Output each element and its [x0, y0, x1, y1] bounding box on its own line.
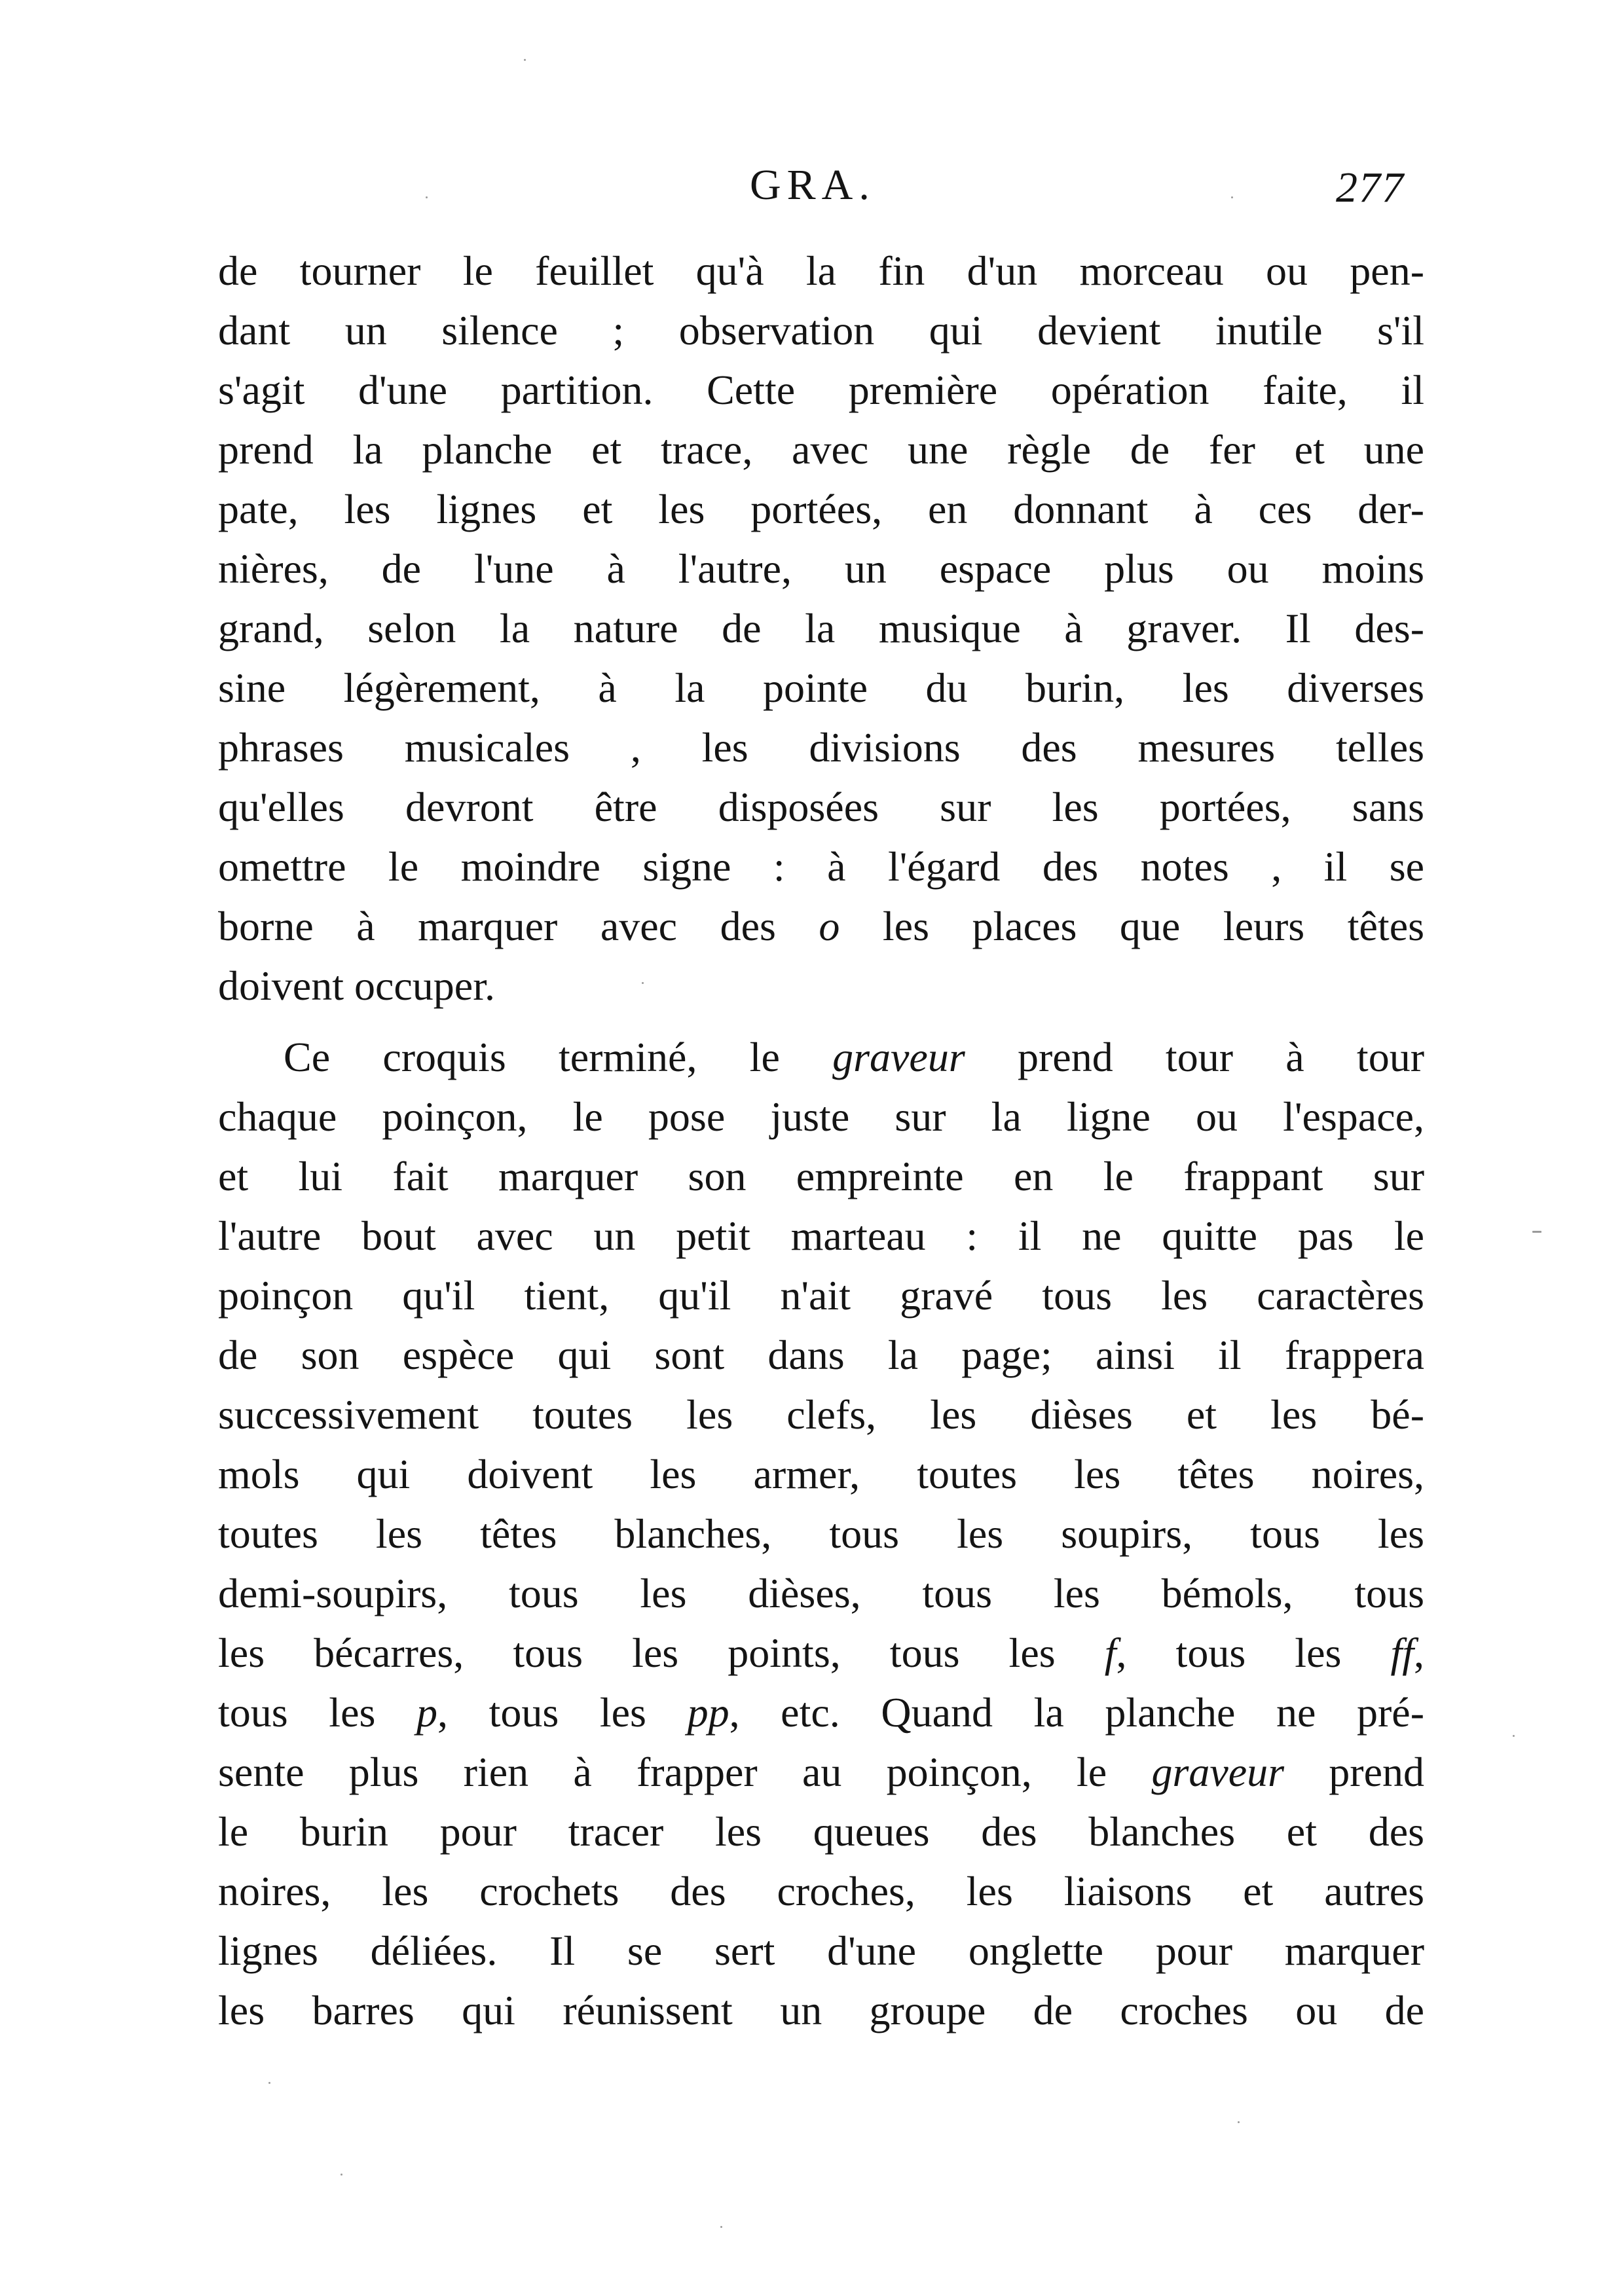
text-line: les bécarres, tous les points, tous les f, tous les ff,	[218, 1630, 1424, 1676]
paragraph-1	[218, 241, 1424, 1015]
text-line: sine légèrement, à la pointe du burin, les diverses	[218, 665, 1424, 711]
paper-speck	[1513, 1735, 1515, 1737]
paper-speck	[1238, 2121, 1240, 2123]
text-line: l'autre bout avec un petit marteau : il ne quitte pas le	[218, 1212, 1424, 1259]
paper-speck	[642, 982, 644, 984]
text-line: s'agit d'une partition. Cette première opération faite, il	[218, 367, 1424, 413]
text-line: prend la planche et trace, avec une règle de fer et une	[218, 426, 1424, 473]
text-line: mols qui doivent les armer, toutes les têtes noires,	[218, 1451, 1424, 1497]
paragraph-2	[218, 1027, 1424, 2040]
text-line: de son espèce qui sont dans la page; ainsi il frappera	[218, 1332, 1424, 1378]
section-title: GRA.	[750, 161, 876, 209]
text-line: sente plus rien à frapper au poinçon, le graveur prend	[218, 1749, 1424, 1795]
paper-speck	[426, 196, 428, 198]
paper-speck	[1231, 196, 1233, 198]
text-line: et lui fait marquer son empreinte en le frappant sur	[218, 1153, 1424, 1199]
text-line: pate, les lignes et les portées, en donnant à ces der-	[218, 486, 1424, 532]
text-line: omettre le moindre signe : à l'égard des notes , il se	[218, 843, 1424, 890]
text-line: chaque poinçon, le pose juste sur la ligne ou l'espace,	[218, 1093, 1424, 1140]
paper-speck	[341, 2174, 342, 2176]
text-line: demi-soupirs, tous les dièses, tous les bémols, tous	[218, 1570, 1424, 1616]
page-number: 277	[1336, 164, 1405, 211]
text-line: doivent occuper.	[218, 962, 495, 1009]
text-line: dant un silence ; observation qui devient inutile s'il	[218, 307, 1424, 354]
paper-speck	[1532, 1231, 1541, 1233]
text-line: grand, selon la nature de la musique à graver. Il des-	[218, 605, 1424, 651]
text-line: le burin pour tracer les queues des blanches et des	[218, 1808, 1424, 1855]
paper-speck	[268, 2082, 270, 2084]
paper-speck	[720, 2226, 722, 2228]
text-line: phrases musicales , les divisions des mesures telles	[218, 724, 1424, 771]
text-line: les barres qui réunissent un groupe de croches ou de	[218, 1987, 1424, 2033]
text-line: Ce croquis terminé, le graveur prend tour à tour	[284, 1034, 1424, 1080]
text-line: successivement toutes les clefs, les dièses et les bé-	[218, 1391, 1424, 1438]
text-line: borne à marquer avec des o les places que leurs têtes	[218, 903, 1424, 949]
body-text	[218, 241, 1424, 2040]
text-line: noires, les crochets des croches, les liaisons et autres	[218, 1868, 1424, 1914]
text-line: qu'elles devront être disposées sur les portées, sans	[218, 784, 1424, 830]
text-line: lignes déliées. Il se sert d'une onglette pour marquer	[218, 1927, 1424, 1974]
text-line: poinçon qu'il tient, qu'il n'ait gravé tous les caractères	[218, 1272, 1424, 1319]
text-line: toutes les têtes blanches, tous les soupirs, tous les	[218, 1510, 1424, 1557]
text-line: nières, de l'une à l'autre, un espace plus ou moins	[218, 545, 1424, 592]
text-line: de tourner le feuillet qu'à la fin d'un morceau ou pen-	[218, 247, 1424, 294]
running-head	[0, 160, 1624, 219]
text-line: tous les p, tous les pp, etc. Quand la planche ne pré-	[218, 1689, 1424, 1736]
paper-speck	[524, 59, 526, 61]
